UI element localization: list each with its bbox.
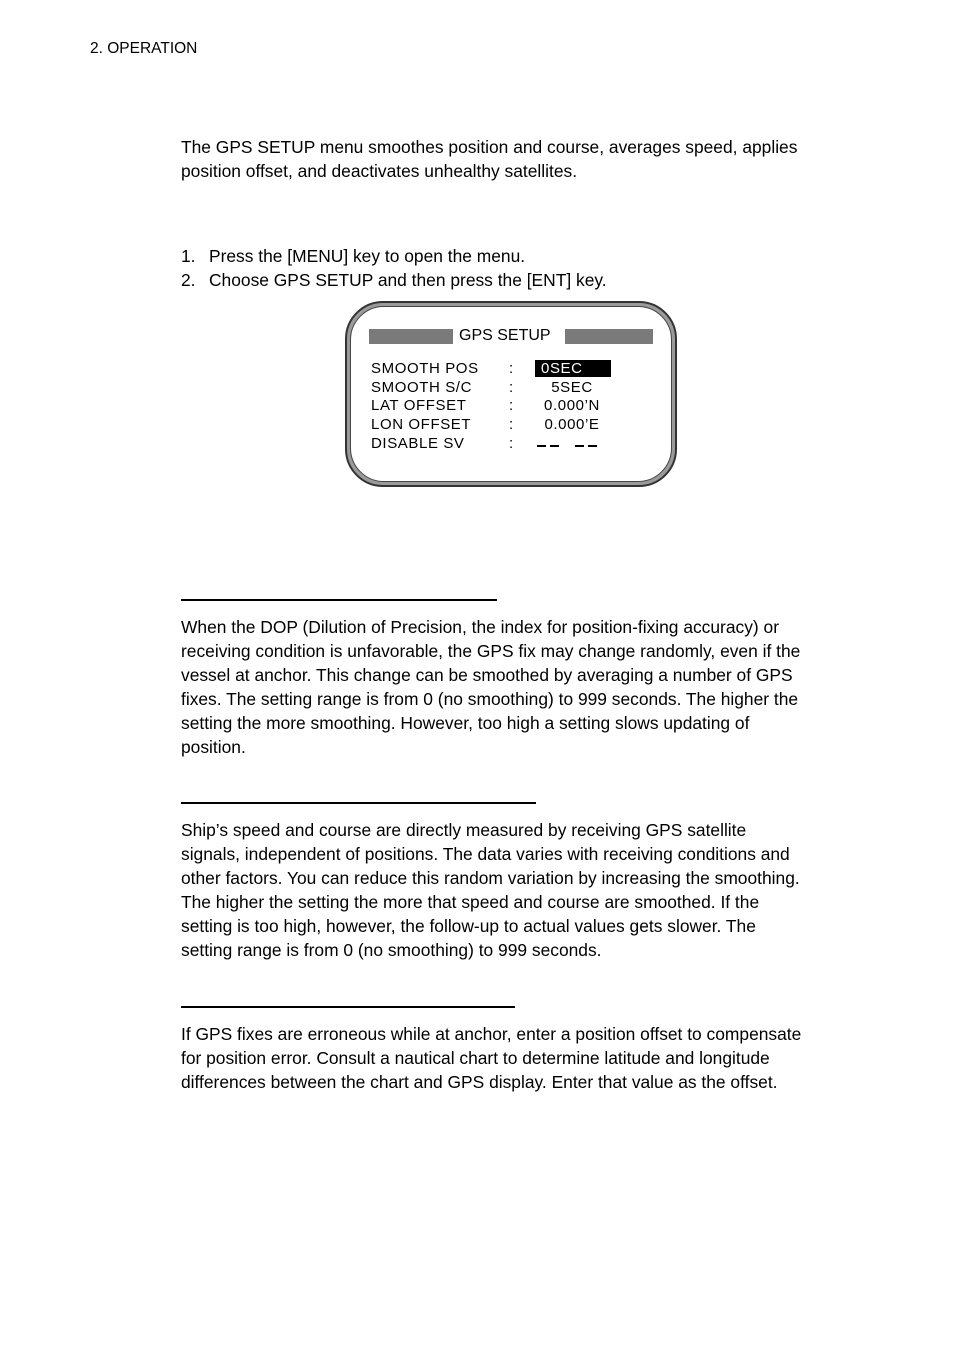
title-bar-right xyxy=(565,329,653,344)
paragraph-line: fixes. The setting range is from 0 (no smoothing) to 999 seconds. The higher the xyxy=(181,689,799,710)
menu-item-smooth-sc xyxy=(371,378,613,397)
paragraph-line: Ship’s speed and course are directly measured by receiving GPS satellite xyxy=(181,820,747,840)
paragraph-line: setting the more smoothing. However, too high a setting slows updating of xyxy=(181,713,750,734)
menu-item-label: DISABLE SV xyxy=(371,435,465,453)
menu-list xyxy=(371,359,613,453)
paragraph-line: When the DOP (Dilution of Precision, the index for position-fixing accuracy) or xyxy=(181,617,779,637)
menu-title: GPS SETUP xyxy=(459,327,551,344)
menu-title-bar xyxy=(369,327,653,345)
procedure-steps xyxy=(181,244,607,292)
paragraph-line: The higher the setting the more that speed and course are smoothed. If the xyxy=(181,892,760,913)
menu-item-label: SMOOTH S/C xyxy=(371,378,473,396)
paragraph-line: other factors. You can reduce this random variation by increasing the smoothing. xyxy=(181,868,800,889)
menu-item-colon: : xyxy=(509,359,514,377)
paragraph-line: signals, independent of positions. The data varies with receiving conditions and xyxy=(181,844,790,865)
dash-mark xyxy=(588,445,597,447)
dash-mark xyxy=(537,445,546,447)
menu-item-lon-offset xyxy=(371,415,613,434)
menu-item-lat-offset xyxy=(371,397,613,416)
section-heading-rule xyxy=(181,599,497,601)
paragraph-line: The GPS SETUP menu smoothes position and course, averages speed, applies xyxy=(181,137,798,157)
gps-setup-screen xyxy=(345,301,677,487)
menu-item-colon: : xyxy=(509,416,514,434)
smooth-pos-paragraph xyxy=(181,615,851,760)
paragraph-line: setting is too high, however, the follow-up to actual values gets slower. The xyxy=(181,916,756,937)
menu-item-value-dashes xyxy=(531,441,613,447)
offset-paragraph xyxy=(181,1022,851,1094)
menu-item-label: SMOOTH POS xyxy=(371,359,479,377)
menu-item-colon: : xyxy=(509,435,514,453)
paragraph-line: vessel at anchor. This change can be smoothed by averaging a number of GPS xyxy=(181,665,793,686)
section-heading-rule xyxy=(181,1006,515,1008)
menu-item-value: 5SEC xyxy=(551,378,593,396)
paragraph-line: position offset, and deactivates unhealthy satellites. xyxy=(181,161,578,182)
menu-item-disable-sv xyxy=(371,434,613,453)
screen-display xyxy=(350,306,672,482)
menu-item-label: LAT OFFSET xyxy=(371,397,467,415)
menu-item-smooth-pos xyxy=(371,359,613,378)
paragraph-line: receiving condition is unfavorable, the GPS fix may change randomly, even if the xyxy=(181,641,801,662)
paragraph-line: position. xyxy=(181,737,246,758)
menu-item-label: LON OFFSET xyxy=(371,416,472,434)
menu-item-value: 0.000’E xyxy=(544,416,600,434)
menu-item-value: 0.000’N xyxy=(544,397,600,415)
step-item xyxy=(181,244,607,268)
section-heading-rule xyxy=(181,802,536,804)
dash-mark xyxy=(575,445,584,447)
step-number: 1. xyxy=(181,246,196,266)
menu-item-colon: : xyxy=(509,397,514,415)
smooth-sc-paragraph xyxy=(181,818,851,963)
step-text: Press the [MENU] key to open the menu. xyxy=(209,246,526,266)
menu-item-value-selected: 0SEC xyxy=(535,360,611,377)
paragraph-line: If GPS fixes are erroneous while at anchor, enter a position offset to compensate xyxy=(181,1024,802,1044)
menu-item-colon: : xyxy=(509,378,514,396)
title-bar-left xyxy=(369,329,453,344)
paragraph-line: setting range is from 0 (no smoothing) to 999 seconds. xyxy=(181,940,602,961)
running-header: 2. OPERATION xyxy=(90,40,198,57)
paragraph-line: differences between the chart and GPS display. Enter that value as the offset. xyxy=(181,1072,778,1093)
step-text: Choose GPS SETUP and then press the [ENT] key. xyxy=(209,270,607,290)
paragraph-line: for position error. Consult a nautical chart to determine latitude and longitude xyxy=(181,1048,770,1069)
step-item xyxy=(181,268,607,292)
dash-mark xyxy=(550,445,559,447)
intro-paragraph xyxy=(181,135,851,183)
step-number: 2. xyxy=(181,270,196,290)
